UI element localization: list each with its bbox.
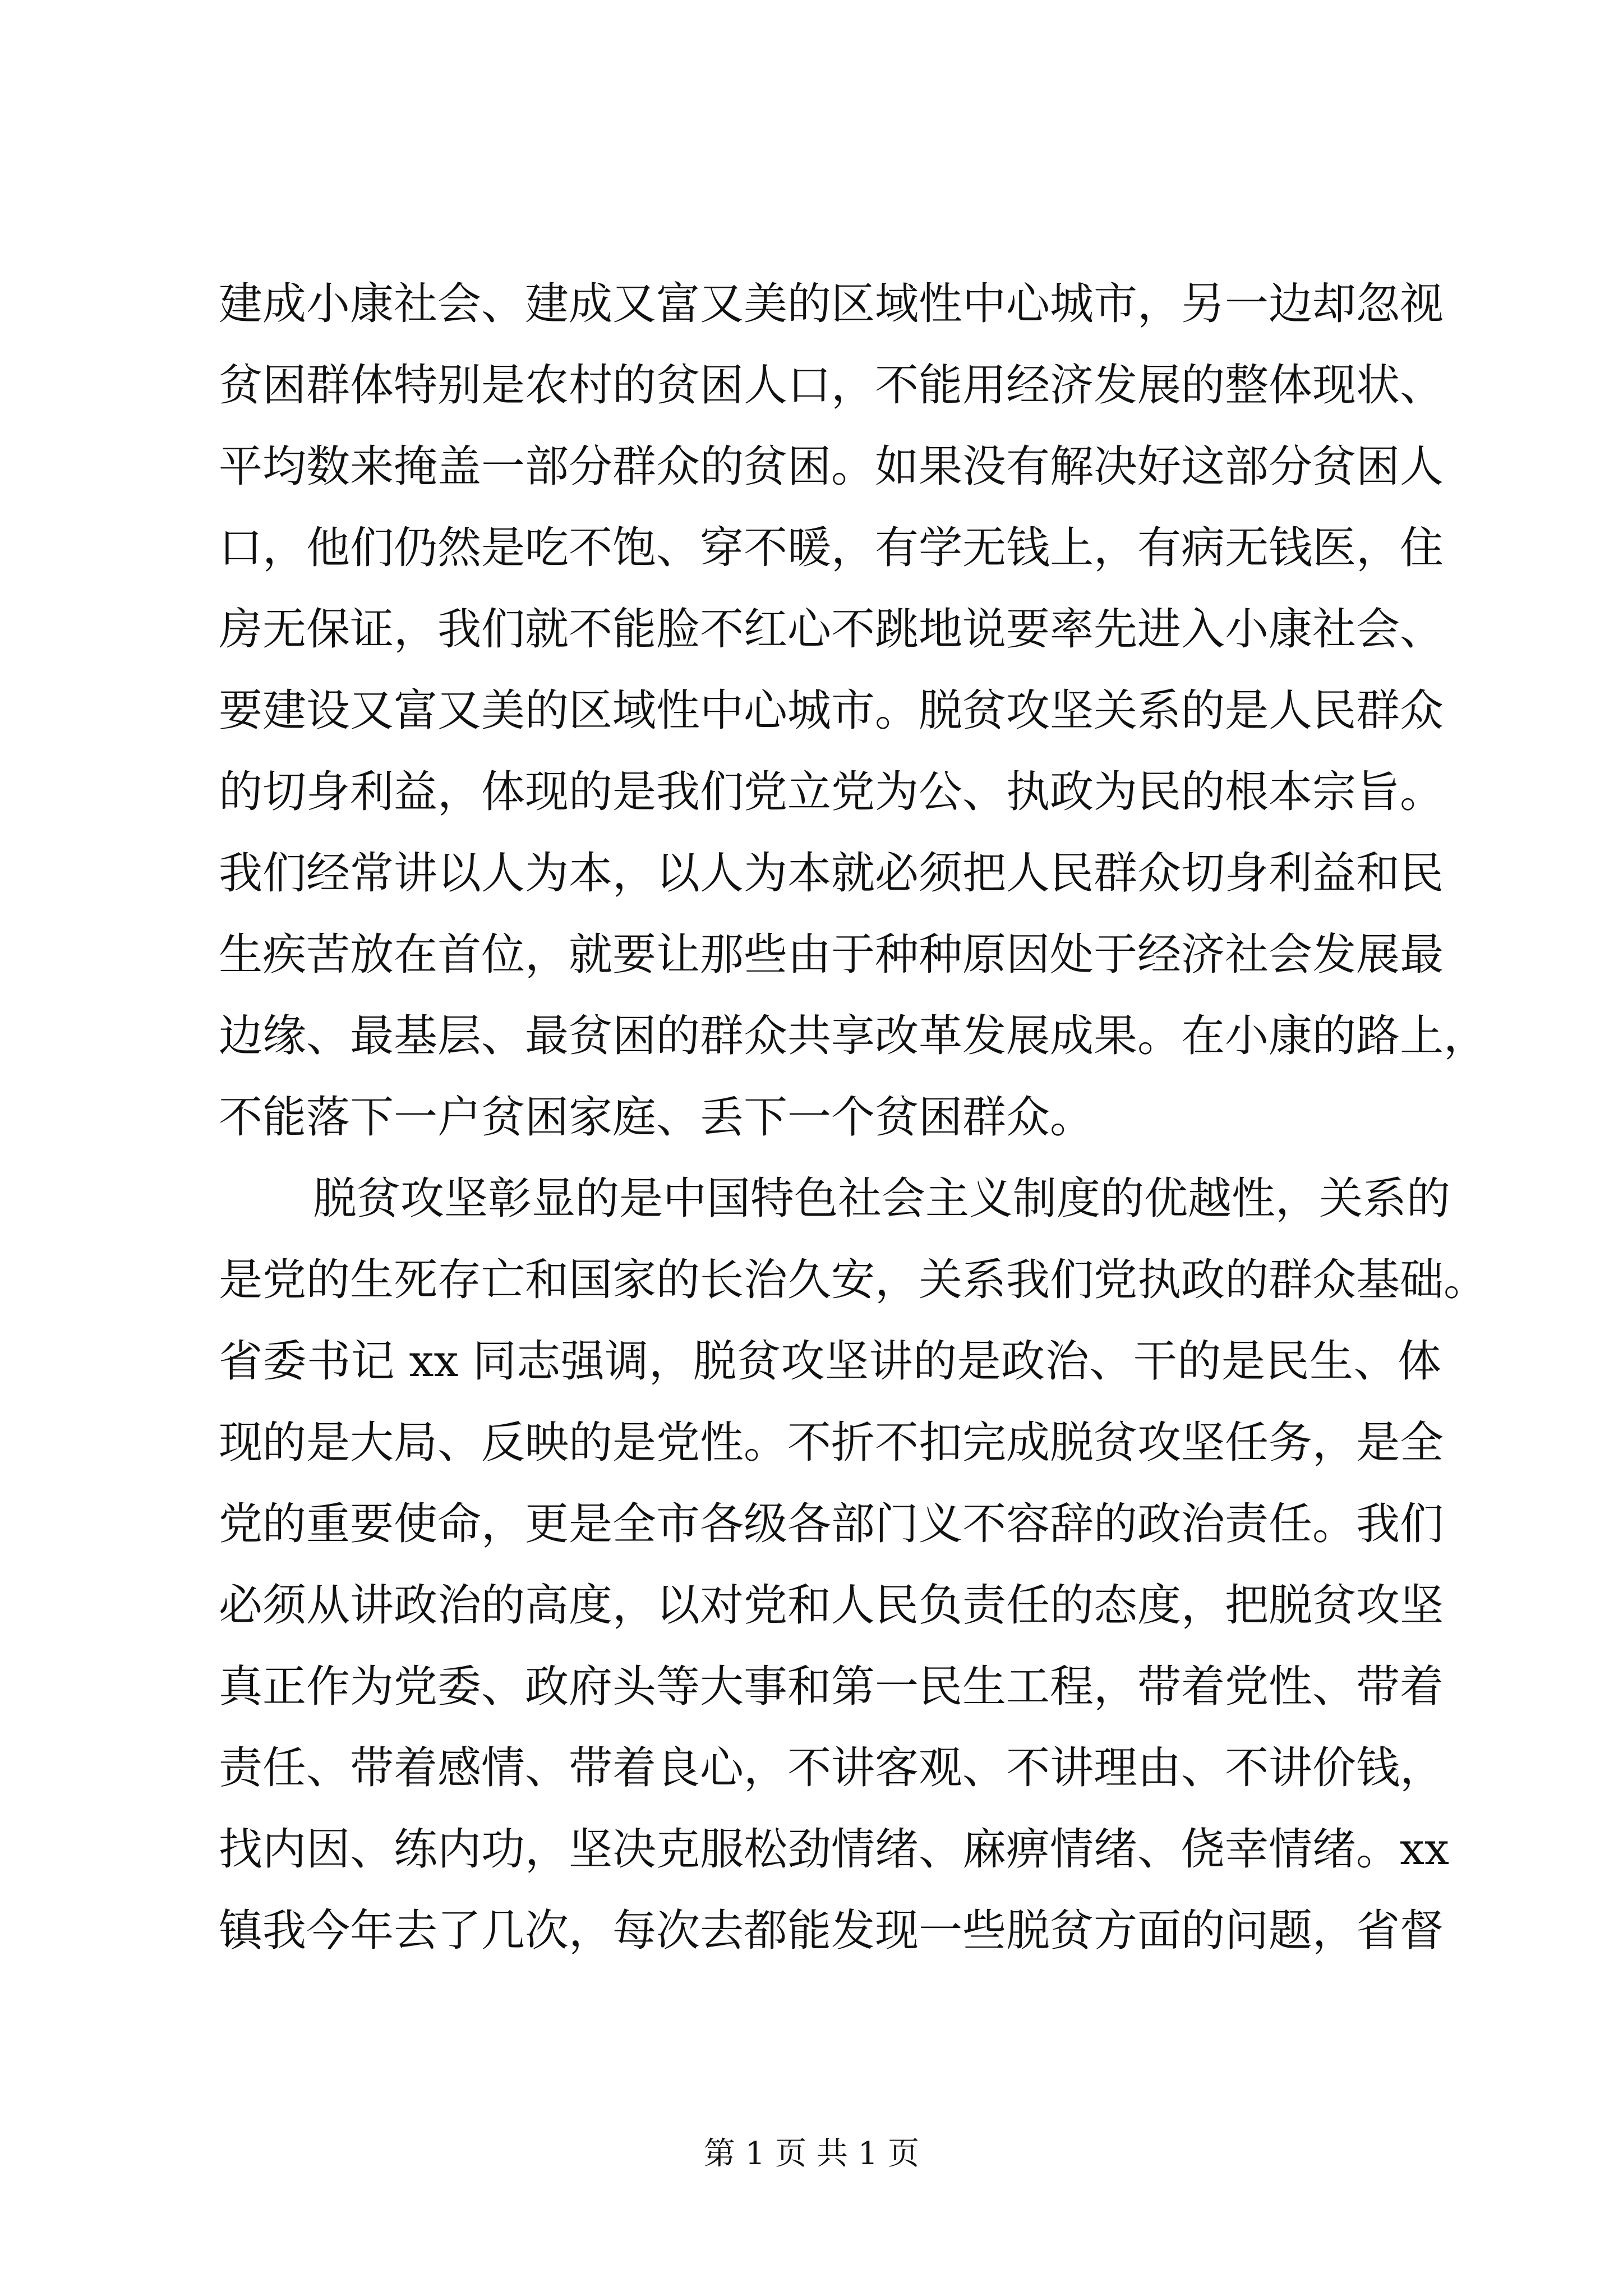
text-line: 口，他们仍然是吃不饱、穿不暖，有学无钱上，有病无钱医，住 bbox=[219, 523, 1444, 573]
text-line: 平均数来掩盖一部分群众的贫困。如果没有解决好这部分贫困人 bbox=[219, 441, 1444, 492]
text-line: 真正作为党委、政府头等大事和第一民生工程，带着党性、带着 bbox=[219, 1662, 1444, 1712]
text-line: 是党的生死存亡和国家的长治久安，关系我们党执政的群众基础。 bbox=[219, 1255, 1488, 1305]
text-line: 房无保证，我们就不能脸不红心不跳地说要率先进入小康社会、 bbox=[219, 604, 1444, 655]
body-text bbox=[219, 264, 1488, 1972]
text-line: 建成小康社会、建成又富又美的区域性中心城市，另一边却忽视 bbox=[219, 279, 1444, 329]
text-line: 现的是大局、反映的是党性。不折不扣完成脱贫攻坚任务，是全 bbox=[219, 1418, 1444, 1468]
text-line: 要建设又富又美的区域性中心城市。脱贫攻坚关系的是人民群众 bbox=[219, 685, 1444, 736]
text-line: 的切身利益，体现的是我们党立党为公、执政为民的根本宗旨。 bbox=[219, 767, 1444, 817]
text-line: 不能落下一户贫困家庭、丢下一个贫困群众。 bbox=[219, 1092, 1094, 1143]
text-line: 省委书记 xx 同志强调，脱贫攻坚讲的是政治、干的是民生、体 bbox=[219, 1336, 1441, 1387]
page-number-footer: 第 1 页 共 1 页 bbox=[703, 2136, 920, 2172]
text-line: 找内因、练内功，坚决克服松劲情绪、麻痹情绪、侥幸情绪。xx bbox=[219, 1824, 1449, 1875]
text-line: 贫困群体特别是农村的贫困人口，不能用经济发展的整体现状、 bbox=[219, 360, 1444, 411]
text-line: 我们经常讲以人为本，以人为本就必须把人民群众切身利益和民 bbox=[219, 848, 1444, 899]
paragraph-first-line: 脱贫攻坚彰显的是中国特色社会主义制度的优越性，关系的 bbox=[313, 1174, 1451, 1224]
text-line: 责任、带着感情、带着良心，不讲客观、不讲理由、不讲价钱， bbox=[219, 1743, 1444, 1793]
text-line: 镇我今年去了几次，每次去都能发现一些脱贫方面的问题，省督 bbox=[219, 1906, 1444, 1956]
text-line: 党的重要使命，更是全市各级各部门义不容辞的政治责任。我们 bbox=[219, 1499, 1444, 1549]
text-line: 生疾苦放在首位，就要让那些由于种种原因处于经济社会发展最 bbox=[219, 930, 1444, 980]
text-line: 必须从讲政治的高度，以对党和人民负责任的态度，把脱贫攻坚 bbox=[219, 1580, 1444, 1631]
text-line: 边缘、最基层、最贫困的群众共享改革发展成果。在小康的路上， bbox=[219, 1011, 1488, 1061]
